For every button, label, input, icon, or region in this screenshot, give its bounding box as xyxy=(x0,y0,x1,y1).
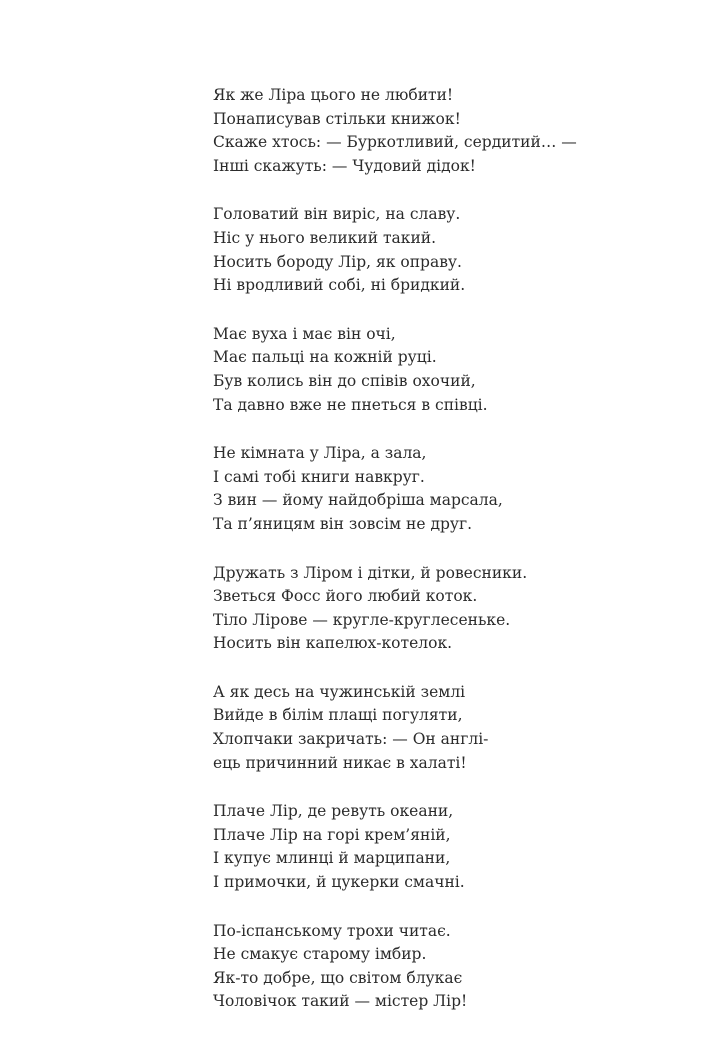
poem-line: І купує млинці й марципани, xyxy=(213,849,451,868)
poem-line: ець причинний никає в халаті! xyxy=(213,753,467,772)
poem-line: Як же Ліра цього не любити! xyxy=(213,86,454,104)
poem-line: Зветься Фосс його любий коток. xyxy=(213,587,478,606)
poem-line: Та п’яницям він зовсім не друг. xyxy=(213,514,473,533)
stanza-3 xyxy=(213,323,633,417)
stanza-7 xyxy=(213,800,633,894)
poem-line: Скаже хтось: — Буркотливий, сердитий… — xyxy=(213,133,577,152)
poem-line: Носить він капелюх-котелок. xyxy=(213,634,453,653)
poem-line: А як десь на чужинській землі xyxy=(213,682,466,701)
poem-line: Ніс у нього великий такий. xyxy=(213,228,437,247)
poem-line: Інші скажуть: — Чудовий дідок! xyxy=(213,156,476,175)
poem-line: Має вуха і має він очі, xyxy=(213,324,396,343)
poem-line: Плаче Лір на горі крем’яній, xyxy=(213,825,451,844)
stanza-4 xyxy=(213,442,633,536)
poem-line: І самі тобі книги навкруг. xyxy=(213,467,425,486)
poem-line: Чоловічок такий — містер Лір! xyxy=(213,992,468,1011)
poem-line: Понаписував стільки книжок! xyxy=(213,109,461,128)
poem xyxy=(213,84,633,1039)
poem-line: Був колись він до співів охочий, xyxy=(213,371,476,390)
poem-line: Як-то добре, що світом блукає xyxy=(213,968,463,987)
poem-line: Плаче Лір, де ревуть океани, xyxy=(213,802,454,821)
poem-line: Ні вродливий собі, ні бридкий. xyxy=(213,276,466,295)
poem-line: Хлопчаки закричать: — Он англі- xyxy=(213,730,489,749)
stanza-2 xyxy=(213,203,633,297)
poem-line: Дружать з Ліром і дітки, й ровесники. xyxy=(213,563,528,582)
poem-line: Носить бороду Лір, як оправу. xyxy=(213,252,462,271)
stanza-5 xyxy=(213,562,633,656)
poem-line: З вин — йому найдобріша марсала, xyxy=(213,491,503,510)
poem-line: Головатий він виріс, на славу. xyxy=(213,205,461,224)
poem-line: Не кімната у Ліра, а зала, xyxy=(213,444,427,463)
poem-line: Тіло Лірове — кругле-круглесеньке. xyxy=(213,610,511,629)
poem-line: Має пальці на кожній руці. xyxy=(213,348,437,367)
poem-line: Та давно вже не пнеться в співці. xyxy=(213,395,488,414)
poem-line: Вийде в білім плащі погуляти, xyxy=(213,706,463,725)
stanza-1 xyxy=(213,84,633,178)
poem-line: По-іспанському трохи читає. xyxy=(213,921,451,940)
poem-line: Не смакує старому імбир. xyxy=(213,945,427,964)
stanza-6 xyxy=(213,681,633,775)
poem-line: І примочки, й цукерки смачні. xyxy=(213,873,465,892)
